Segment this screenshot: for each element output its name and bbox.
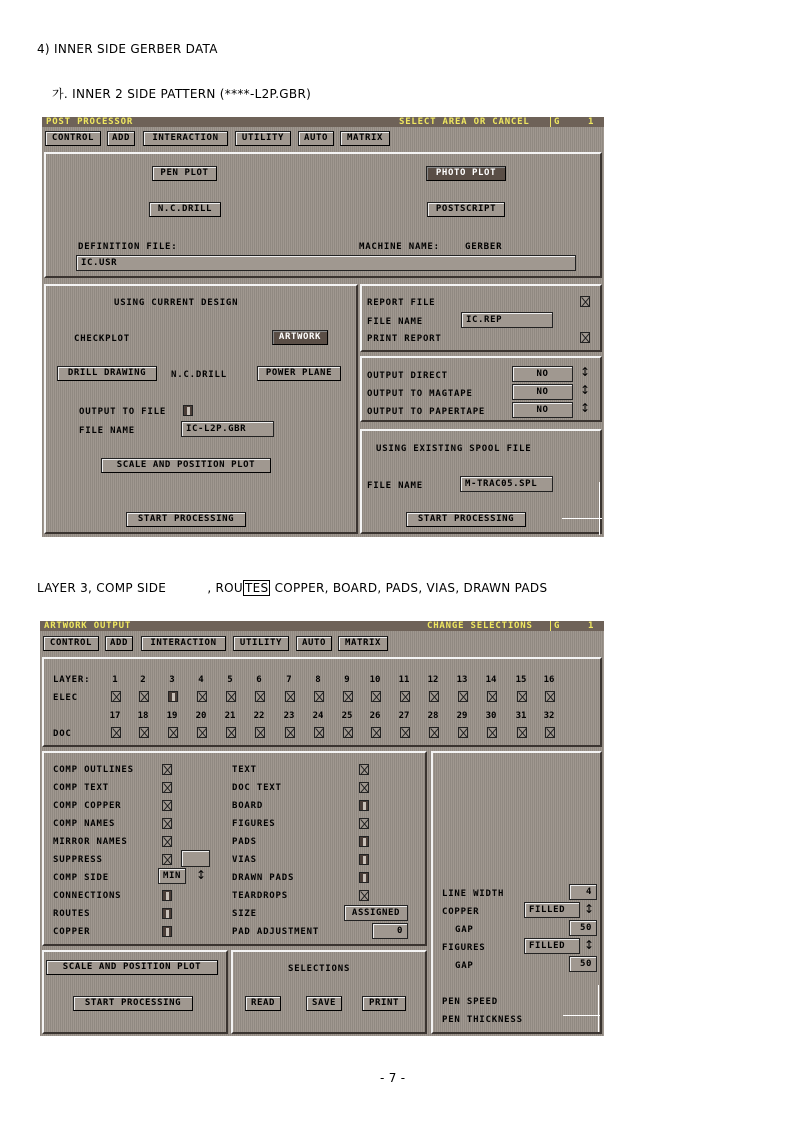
g-label: G [554, 117, 561, 127]
option-label: COMP NAMES [53, 819, 116, 829]
option-checkbox[interactable] [359, 854, 369, 865]
layer-number: 32 [543, 711, 555, 721]
elec-layer-checkbox[interactable] [111, 691, 121, 702]
suppress-value-field[interactable] [181, 850, 210, 867]
status-message: SELECT AREA OR CANCEL [399, 117, 530, 127]
drill-drawing-button[interactable]: DRILL DRAWING [57, 366, 157, 381]
size-value[interactable]: ASSIGNED [344, 905, 408, 921]
file-name-label: FILE NAME [79, 426, 135, 436]
menu-control[interactable]: CONTROL [45, 131, 101, 146]
doc-layer-checkbox[interactable] [197, 727, 207, 738]
current-design-panel [44, 284, 358, 534]
g-label: G [554, 621, 561, 631]
option-label: CONNECTIONS [53, 891, 122, 901]
using-current-design-heading: USING CURRENT DESIGN [114, 298, 239, 308]
selections-panel [231, 950, 427, 1034]
post-processor-window [42, 117, 604, 537]
option-checkbox[interactable] [359, 764, 369, 775]
page-number: - 7 - [380, 1071, 406, 1085]
menu-utility[interactable]: UTILITY [233, 636, 289, 651]
option-checkbox[interactable] [359, 818, 369, 829]
doc-label: DOC [53, 729, 72, 739]
report-panel [360, 284, 602, 352]
layer-note-prefix: LAYER 3, COMP SIDE , ROU [37, 581, 244, 595]
elec-layer-checkbox[interactable] [255, 691, 265, 702]
doc-layer-checkbox[interactable] [139, 727, 149, 738]
post-processor-titlebar [42, 117, 604, 127]
layer-number: 26 [369, 711, 381, 721]
checkplot-label[interactable]: CHECKPLOT [74, 334, 130, 344]
output-magtape-toggle-icon[interactable]: ↕ [580, 383, 591, 397]
report-file-name-label: FILE NAME [367, 317, 423, 327]
option-label: SUPPRESS [53, 855, 103, 865]
menu-interaction[interactable]: INTERACTION [143, 131, 228, 146]
cursor-crosshair-v [599, 482, 600, 535]
spool-file-name-label: FILE NAME [367, 481, 423, 491]
definition-file-label: DEFINITION FILE: [78, 242, 178, 252]
option-label: BOARD [232, 801, 264, 811]
layer-number: 13 [456, 675, 468, 685]
layer-number: 10 [369, 675, 381, 685]
layer-number: 31 [515, 711, 527, 721]
report-file-checkbox[interactable] [580, 296, 590, 307]
doc-layer-checkbox[interactable] [429, 727, 439, 738]
nc-drill-label[interactable]: N.C.DRILL [171, 370, 227, 380]
cursor-crosshair-h [563, 1015, 600, 1016]
report-file-label: REPORT FILE [367, 298, 436, 308]
scale-position-plot-button[interactable]: SCALE AND POSITION PLOT [101, 458, 271, 473]
layer-note-suffix: COPPER, BOARD, PADS, VIAS, DRAWN PADS [270, 581, 548, 595]
read-button[interactable]: READ [245, 996, 281, 1011]
layer-number: 9 [344, 675, 350, 685]
layer-number: 11 [398, 675, 410, 685]
layer-number: 27 [398, 711, 410, 721]
layer-number: 1 [112, 675, 118, 685]
figures-fill-value[interactable]: FILLED [524, 938, 580, 954]
output-papertape-label: OUTPUT TO PAPERTAPE [367, 407, 486, 417]
doc-layer-checkbox[interactable] [400, 727, 410, 738]
elec-layer-checkbox[interactable] [517, 691, 527, 702]
file-name-field[interactable]: IC-L2P.GBR [181, 421, 274, 437]
output-to-file-label: OUTPUT TO FILE [79, 407, 167, 417]
start-processing-spool-button[interactable]: START PROCESSING [406, 512, 526, 527]
scale-position-plot-button[interactable]: SCALE AND POSITION PLOT [46, 960, 218, 975]
elec-layer-checkbox[interactable] [226, 691, 236, 702]
layer-number: 30 [485, 711, 497, 721]
menu-utility[interactable]: UTILITY [235, 131, 291, 146]
layer-note-boxed: TES [245, 581, 269, 595]
doc-layer-checkbox[interactable] [314, 727, 324, 738]
doc-layer-checkbox[interactable] [168, 727, 178, 738]
copper-fill-value[interactable]: FILLED [524, 902, 580, 918]
nc-drill-button[interactable]: N.C.DRILL [149, 202, 221, 217]
figures-label: FIGURES [442, 943, 486, 953]
elec-layer-checkbox[interactable] [168, 691, 178, 702]
layer-note [37, 581, 547, 595]
elec-layer-checkbox[interactable] [343, 691, 353, 702]
pad-adjustment-value[interactable]: 0 [372, 923, 408, 939]
menu-auto[interactable]: AUTO [298, 131, 334, 146]
menu-matrix[interactable]: MATRIX [338, 636, 388, 651]
elec-layer-checkbox[interactable] [314, 691, 324, 702]
doc-layer-checkbox[interactable] [458, 727, 468, 738]
elec-layer-checkbox[interactable] [400, 691, 410, 702]
g-number: 1 [588, 117, 595, 127]
machine-name-value: GERBER [465, 242, 503, 252]
layer-number: 4 [198, 675, 204, 685]
window-title: ARTWORK OUTPUT [44, 621, 132, 631]
layer-number: 17 [109, 711, 121, 721]
layer-number: 12 [427, 675, 439, 685]
option-checkbox[interactable] [359, 782, 369, 793]
layer-number: 22 [253, 711, 265, 721]
save-button[interactable]: SAVE [306, 996, 342, 1011]
layer-number: 28 [427, 711, 439, 721]
doc-layer-checkbox[interactable] [487, 727, 497, 738]
option-checkbox[interactable] [359, 800, 369, 811]
selections-heading: SELECTIONS [288, 964, 351, 974]
layer-number: 15 [515, 675, 527, 685]
layer-number: 23 [283, 711, 295, 721]
menu-add[interactable]: ADD [105, 636, 133, 651]
output-panel [360, 356, 602, 422]
doc-layer-checkbox[interactable] [343, 727, 353, 738]
figures-gap-value[interactable]: 50 [569, 956, 597, 972]
layer-number: 5 [227, 675, 233, 685]
menu-add[interactable]: ADD [107, 131, 135, 146]
plot-type-panel [44, 152, 602, 278]
layer-number: 7 [286, 675, 292, 685]
option-label: COMP COPPER [53, 801, 122, 811]
start-processing-button[interactable]: START PROCESSING [126, 512, 246, 527]
output-magtape-label: OUTPUT TO MAGTAPE [367, 389, 473, 399]
option-checkbox[interactable] [359, 836, 369, 847]
elec-layer-checkbox[interactable] [197, 691, 207, 702]
option-checkbox[interactable] [162, 782, 172, 793]
elec-layer-checkbox[interactable] [429, 691, 439, 702]
option-label: COMP TEXT [53, 783, 109, 793]
option-label: SIZE [232, 909, 257, 919]
layer-number: 21 [224, 711, 236, 721]
layer-number: 29 [456, 711, 468, 721]
layer-number: 14 [485, 675, 497, 685]
layer-number: 8 [315, 675, 321, 685]
option-label: DRAWN PADS [232, 873, 295, 883]
output-direct-value[interactable]: NO [512, 366, 573, 382]
comp-side-value[interactable]: MIN [158, 868, 186, 884]
option-checkbox[interactable] [162, 908, 172, 919]
report-file-name-field[interactable]: IC.REP [461, 312, 553, 328]
option-label: ROUTES [53, 909, 91, 919]
pen-speed-label: PEN SPEED [442, 997, 498, 1007]
option-checkbox[interactable] [359, 890, 369, 901]
option-label: FIGURES [232, 819, 276, 829]
pen-plot-button[interactable]: PEN PLOT [152, 166, 217, 181]
output-direct-label: OUTPUT DIRECT [367, 371, 448, 381]
line-settings-panel [431, 751, 602, 1034]
layer-number: 25 [341, 711, 353, 721]
menu-interaction[interactable]: INTERACTION [141, 636, 226, 651]
pen-thickness-label: PEN THICKNESS [442, 1015, 523, 1025]
definition-file-field[interactable]: IC.USR [76, 255, 576, 271]
menu-matrix[interactable]: MATRIX [340, 131, 390, 146]
comp-side-toggle-icon[interactable]: ↕ [196, 868, 207, 882]
option-checkbox[interactable] [162, 800, 172, 811]
elec-layer-checkbox[interactable] [371, 691, 381, 702]
option-label: DOC TEXT [232, 783, 282, 793]
figures-gap-label: GAP [455, 961, 474, 971]
elec-layer-checkbox[interactable] [487, 691, 497, 702]
doc-layer-checkbox[interactable] [226, 727, 236, 738]
copper-gap-value[interactable]: 50 [569, 920, 597, 936]
print-report-checkbox[interactable] [580, 332, 590, 343]
line-width-label: LINE WIDTH [442, 889, 505, 899]
start-processing-button[interactable]: START PROCESSING [73, 996, 193, 1011]
g-number: 1 [588, 621, 595, 631]
menu-control[interactable]: CONTROL [43, 636, 99, 651]
output-to-file-checkbox[interactable] [183, 405, 193, 416]
subsection-heading: 가. INNER 2 SIDE PATTERN (****-L2P.GBR) [52, 87, 312, 101]
layer-number: 6 [256, 675, 262, 685]
option-label: TEARDROPS [232, 891, 288, 901]
option-checkbox[interactable] [162, 764, 172, 775]
layer-label: LAYER: [53, 675, 91, 685]
layer-number: 3 [169, 675, 175, 685]
output-direct-toggle-icon[interactable]: ↕ [580, 365, 591, 379]
elec-label: ELEC [53, 693, 78, 703]
option-label: COMP SIDE [53, 873, 109, 883]
elec-layer-checkbox[interactable] [139, 691, 149, 702]
power-plane-button[interactable]: POWER PLANE [257, 366, 341, 381]
option-label: TEXT [232, 765, 257, 775]
option-label: PAD ADJUSTMENT [232, 927, 320, 937]
doc-layer-checkbox[interactable] [517, 727, 527, 738]
window-title: POST PROCESSOR [46, 117, 134, 127]
option-label: PADS [232, 837, 257, 847]
section-heading: 4) INNER SIDE GERBER DATA [37, 42, 218, 56]
option-checkbox[interactable] [162, 818, 172, 829]
artwork-button[interactable]: ARTWORK [272, 330, 328, 345]
layer-number: 18 [137, 711, 149, 721]
artwork-output-window [40, 621, 604, 1036]
output-magtape-value[interactable]: NO [512, 384, 573, 400]
print-button[interactable]: PRINT [362, 996, 406, 1011]
elec-layer-checkbox[interactable] [545, 691, 555, 702]
cursor-crosshair-h [562, 518, 602, 519]
postscript-button[interactable]: POSTSCRIPT [427, 202, 505, 217]
option-checkbox[interactable] [162, 890, 172, 901]
print-report-label: PRINT REPORT [367, 334, 442, 344]
plot-actions-panel [42, 950, 228, 1034]
cursor-crosshair-v [598, 985, 599, 1032]
elec-layer-checkbox[interactable] [285, 691, 295, 702]
option-label: COMP OUTLINES [53, 765, 134, 775]
output-papertape-toggle-icon[interactable]: ↕ [580, 401, 591, 415]
copper-label: COPPER [442, 907, 480, 917]
option-label: COPPER [53, 927, 91, 937]
layer-selection-panel [42, 657, 602, 747]
option-checkbox[interactable] [162, 926, 172, 937]
copper-fill-toggle-icon[interactable]: ↕ [584, 902, 595, 916]
layer-number: 19 [166, 711, 178, 721]
layer-number: 2 [140, 675, 146, 685]
menu-auto[interactable]: AUTO [296, 636, 332, 651]
spool-file-name-field[interactable]: M-TRAC05.SPL [460, 476, 553, 492]
line-width-value[interactable]: 4 [569, 884, 597, 900]
option-label: VIAS [232, 855, 257, 865]
machine-name-label: MACHINE NAME: [359, 242, 440, 252]
using-existing-spool-heading: USING EXISTING SPOOL FILE [376, 444, 532, 454]
artwork-output-titlebar [40, 621, 604, 631]
doc-layer-checkbox[interactable] [255, 727, 265, 738]
layer-number: 24 [312, 711, 324, 721]
option-label: MIRROR NAMES [53, 837, 128, 847]
doc-layer-checkbox[interactable] [285, 727, 295, 738]
options-panel [42, 751, 427, 946]
photo-plot-button[interactable]: PHOTO PLOT [426, 166, 506, 181]
doc-layer-checkbox[interactable] [111, 727, 121, 738]
option-checkbox[interactable] [162, 836, 172, 847]
option-checkbox[interactable] [359, 872, 369, 883]
figures-fill-toggle-icon[interactable]: ↕ [584, 938, 595, 952]
layer-number: 16 [543, 675, 555, 685]
copper-gap-label: GAP [455, 925, 474, 935]
elec-layer-checkbox[interactable] [458, 691, 468, 702]
option-checkbox[interactable] [162, 854, 172, 865]
layer-number: 20 [195, 711, 207, 721]
status-message: CHANGE SELECTIONS [427, 621, 533, 631]
doc-layer-checkbox[interactable] [545, 727, 555, 738]
output-papertape-value[interactable]: NO [512, 402, 573, 418]
doc-layer-checkbox[interactable] [371, 727, 381, 738]
